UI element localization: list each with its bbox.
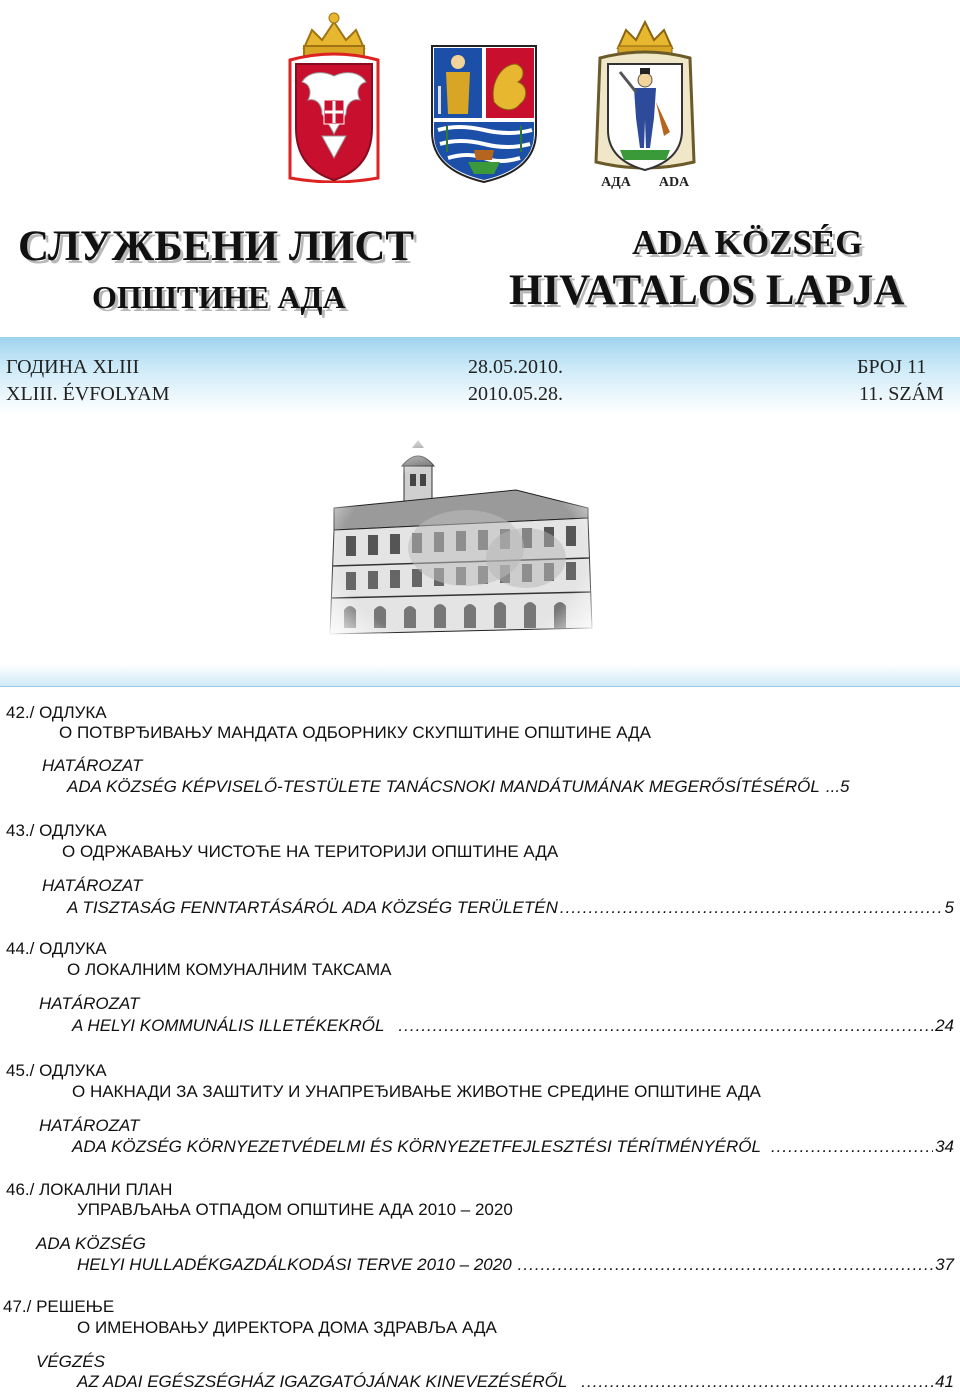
toc-entry-title-serbian: О НАКНАДИ ЗА ЗАШТИТУ И УНАПРЕЂИВАЊЕ ЖИВОТНЕ СРЕДИНЕ ОПШТИНЕ АДА	[72, 1082, 761, 1101]
title-hungarian-line1: ADA KÖZSÉG	[632, 223, 863, 262]
year-serbian: ГОДИНА XLIII	[6, 356, 140, 378]
toc-entry-title-hungarian	[67, 777, 954, 797]
toc-entry-dots-text: ...	[825, 777, 841, 796]
toc-entry-number: 42./ ОДЛУКА	[6, 703, 107, 722]
toc-entry-title-hungarian	[72, 1016, 954, 1036]
toc-entry-title-serbian: О ИМЕНОВАЊУ ДИРЕКТОРА ДОМА ЗДРАВЉА АДА	[77, 1318, 497, 1337]
toc-entry-type-hungarian: HATÁROZAT	[39, 1116, 140, 1135]
toc-entry-page: 37	[935, 1255, 954, 1274]
toc-entry-title-hungarian-text: AZ ADAI EGÉSZSÉGHÁZ IGAZGATÓJÁNAK KINEVEZÉSÉRŐL	[77, 1372, 568, 1391]
toc-entry-title-serbian: О ОДРЖАВАЊУ ЧИСТОЋЕ НА ТЕРИТОРИЈИ ОПШТИНЕ АДА	[62, 842, 559, 861]
toc-entry-title-hungarian-text: A TISZTASÁG FENNTARTÁSÁRÓL ADA KÖZSÉG TERÜLETÉN	[67, 898, 558, 917]
toc-entry-title-hungarian-text: ADA KÖZSÉG KÖRNYEZETVÉDELMI ÉS KÖRNYEZETFEJLESZTÉSI TÉRÍTMÉNYÉRŐL	[72, 1137, 761, 1156]
issue-number-serbian: БРОЈ 11	[857, 356, 927, 378]
toc-entry-type-hungarian: HATÁROZAT	[42, 756, 143, 775]
crest-caption-left: АДА	[601, 175, 631, 190]
issue-number-hungarian: 11. SZÁM	[859, 383, 944, 405]
toc-entry-page: 41	[935, 1372, 954, 1391]
toc-entry-page: 5	[840, 777, 850, 796]
ada-coat-of-arms-icon	[590, 12, 700, 192]
toc-entry-page: 34	[935, 1137, 954, 1156]
toc-entry-title-hungarian	[67, 898, 954, 918]
toc-entry-title-serbian: О ПОТВРЂИВАЊУ МАНДАТА ОДБОРНИКУ СКУПШТИНЕ ОПШТИНЕ АДА	[59, 723, 651, 742]
toc-entry-title-hungarian-text: A HELYI KOMMUNÁLIS ILLETÉKEKRŐL	[72, 1016, 385, 1035]
toc-entry-type-hungarian: HATÁROZAT	[39, 994, 140, 1013]
toc-entry-title-hungarian	[72, 1137, 954, 1157]
title-serbian-line2: ОПШТИНЕ АДА	[92, 279, 346, 315]
toc-entry-number: 44./ ОДЛУКА	[6, 939, 107, 958]
toc-entry-number: 43./ ОДЛУКА	[6, 821, 107, 840]
toc-entry-title-hungarian	[77, 1372, 954, 1392]
toc-entry-type-hungarian: ADA KÖZSÉG	[36, 1234, 146, 1253]
date-serbian: 28.05.2010.	[468, 356, 563, 378]
toc-entry-type-hungarian: HATÁROZAT	[42, 876, 143, 895]
toc-entry-title-serbian: УПРАВЉАЊА ОТПАДОМ ОПШТИНЕ АДА 2010 – 2020	[77, 1200, 513, 1219]
toc-entry-number: 47./ РЕШЕЊЕ	[3, 1297, 115, 1316]
date-hungarian: 2010.05.28.	[468, 383, 563, 405]
vojvodina-coat-of-arms-icon	[428, 42, 540, 184]
town-hall-sketch-image	[316, 438, 606, 650]
toc-entry-page: 24	[935, 1016, 954, 1035]
toc-entry-number: 46./ ЛОКАЛНИ ПЛАН	[6, 1180, 173, 1199]
toc-entry-number: 45./ ОДЛУКА	[6, 1061, 107, 1080]
year-hungarian: XLIII. ÉVFOLYAM	[6, 383, 170, 405]
toc-entry-title-serbian: О ЛОКАЛНИМ КОМУНАЛНИМ ТАКСАМА	[67, 960, 392, 979]
toc-entry-page: 5	[944, 898, 954, 917]
toc-entry-title-hungarian	[77, 1255, 954, 1275]
title-serbian-line1: СЛУЖБЕНИ ЛИСТ	[18, 223, 415, 270]
toc-entry-type-hungarian: VÉGZÉS	[36, 1352, 105, 1371]
toc-entry-title-hungarian-text: HELYI HULLADÉKGAZDÁLKODÁSI TERVE 2010 – 2020	[77, 1255, 512, 1274]
title-hungarian-line2: HIVATALOS LAPJA	[509, 267, 905, 314]
serbia-coat-of-arms-icon	[282, 8, 386, 183]
toc-entry-title-hungarian-text: ADA KÖZSÉG KÉPVISELŐ-TESTÜLETE TANÁCSNOKI MANDÁTUMÁNAK MEGERŐSÍTÉSÉRŐL	[67, 777, 820, 796]
toc-divider	[0, 664, 960, 687]
crest-caption-right: ADA	[658, 175, 690, 190]
